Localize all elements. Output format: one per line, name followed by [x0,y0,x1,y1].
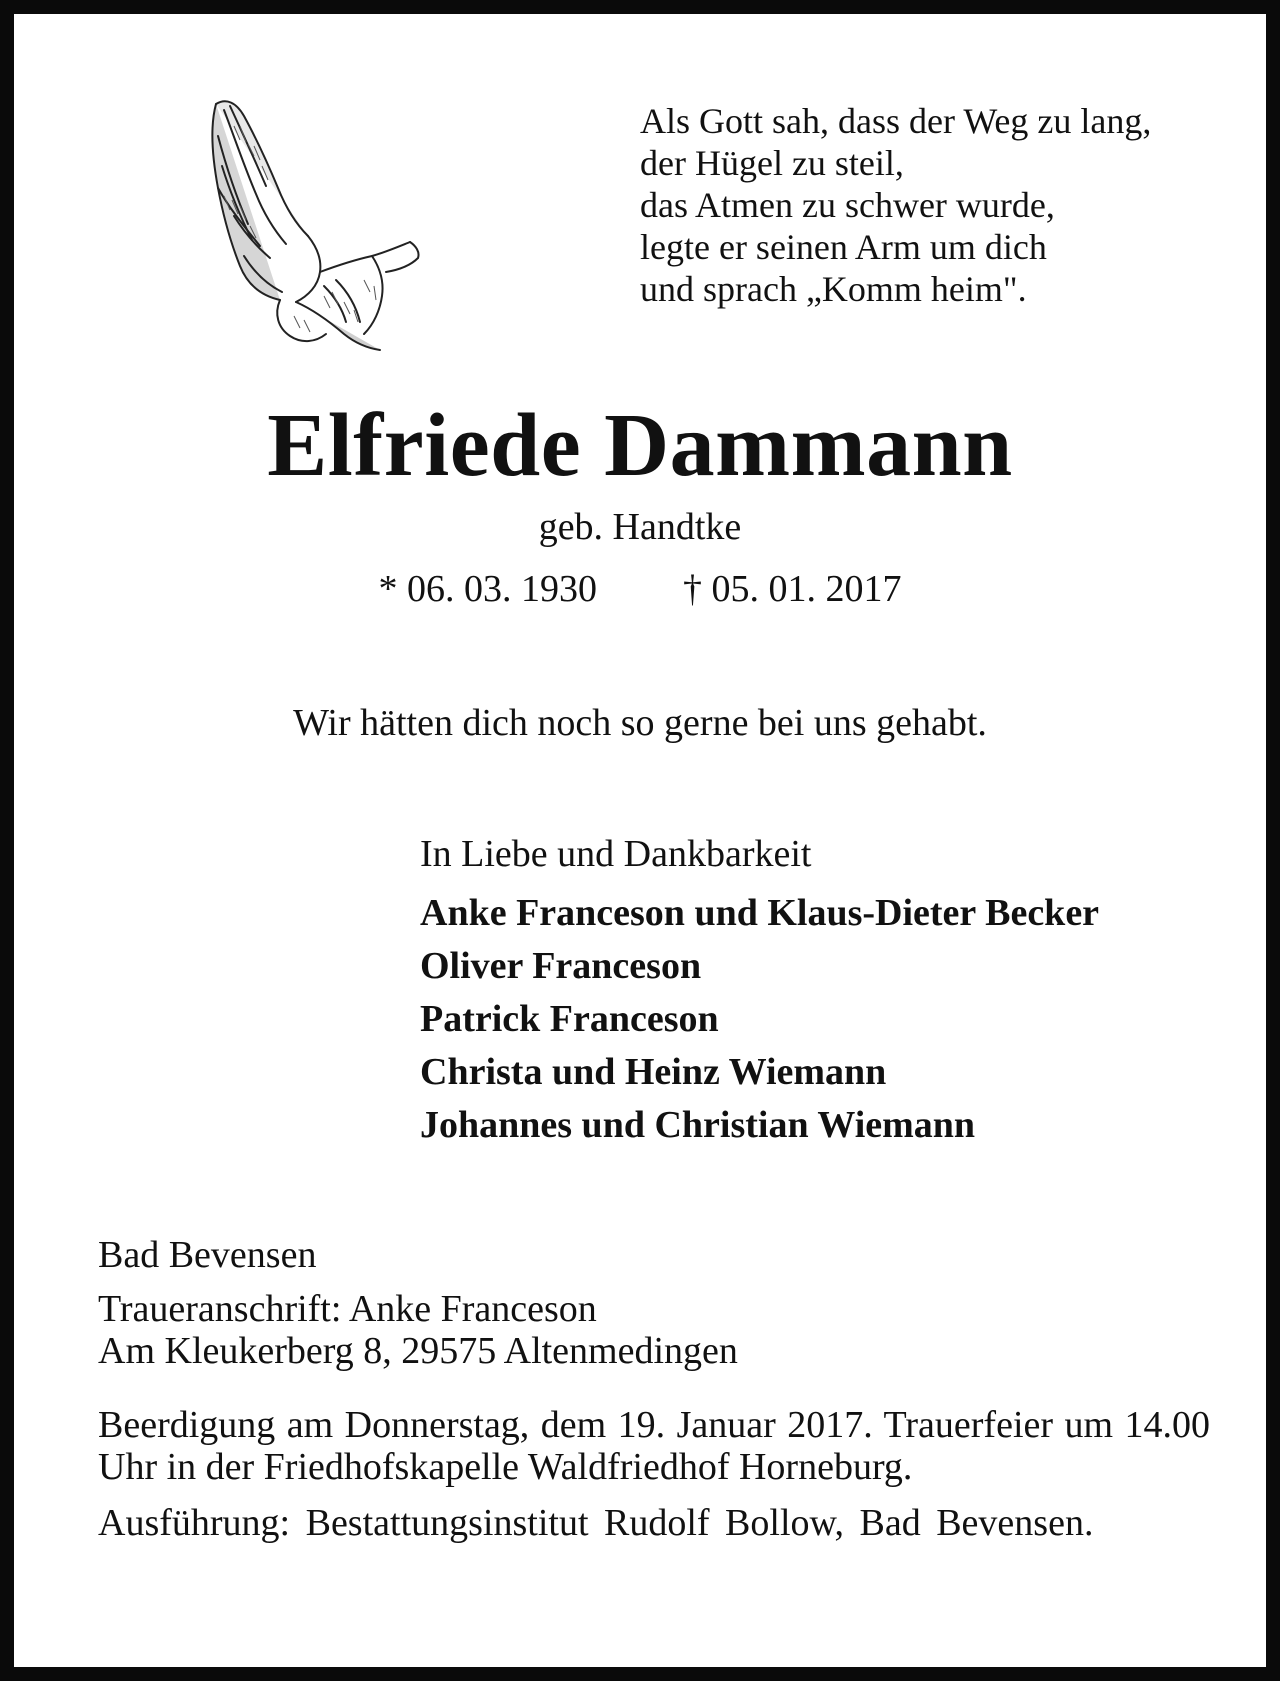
birth-date: * 06. 03. 1930 [378,568,597,610]
mourner-name: Johannes und Christian Wiemann [420,1104,976,1146]
poem-line: Als Gott sah, dass der Weg zu lang, [640,101,1152,141]
mourners-intro: In Liebe und Dankbarkeit [420,833,812,875]
death-date: † 05. 01. 2017 [683,568,902,610]
life-dates [14,566,1266,612]
deceased-name: Elfriede Dammann [267,396,1013,495]
footer-block [98,1232,1210,1546]
poem [640,100,1240,310]
poem-line: legte er seinen Arm um dich [640,227,1047,267]
poem-line: das Atmen zu schwer wurde, [640,185,1055,225]
farewell-line: Wir hätten dich noch so gerne bei uns gehabt. [293,702,987,744]
burial-info: Beerdigung am Donnerstag, dem 19. Januar 2017. Trauerfeier um 14.00 Uhr in der Friedhofskapelle Waldfriedhof Horneburg. [98,1404,1210,1488]
undertaker-info: Ausführung: Bestattungsinstitut Rudolf Bollow, Bad Bevensen. [98,1502,1094,1544]
mourner-name: Oliver Franceson [420,945,702,987]
poem-line: und sprach „Komm heim". [640,269,1027,309]
maiden-name: geb. Handtke [538,506,742,548]
mourner-name: Patrick Franceson [420,998,719,1040]
mourners-block [420,831,1240,1152]
mourning-address-line: Am Kleukerberg 8, 29575 Altenmedingen [98,1330,738,1372]
mourner-name: Anke Franceson und Klaus-Dieter Becker [420,892,1100,934]
mourner-name: Christa und Heinz Wiemann [420,1051,887,1093]
poem-line: der Hügel zu steil, [640,143,904,183]
mourning-address-line: Traueranschrift: Anke Franceson [98,1288,597,1330]
praying-hands-icon [204,96,424,356]
place: Bad Bevensen [98,1234,317,1276]
